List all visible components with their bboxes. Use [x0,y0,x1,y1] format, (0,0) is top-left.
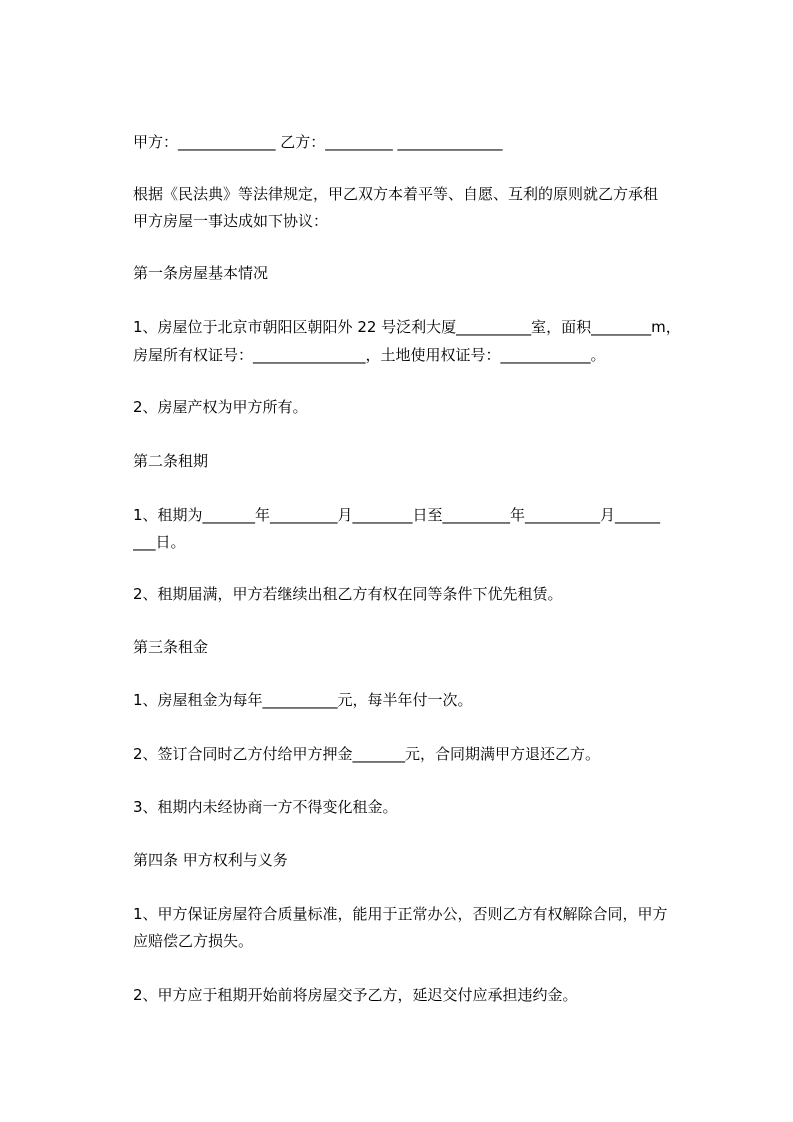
article-4-item-2: 2、甲方应于租期开始前将房屋交予乙方，延迟交付应承担违约金。 [133,986,578,1004]
article-2-item-1-line-2: ___日。 [133,533,186,551]
article-2-title: 第二条租期 [133,452,209,470]
article-3-title: 第三条租金 [133,638,209,656]
parties-line: 甲方：_____________ 乙方：_________ ______________ [133,133,503,151]
article-2-item-1-line-1: 1、租期为_______年_________月________日至_________年__________月______ [133,506,661,524]
intro-paragraph-line-2: 甲方房屋一事达成如下协议： [133,212,329,230]
article-1-item-1-line-1: 1、房屋位于北京市朝阳区朝阳外 22 号泛利大厦__________室，面积________m， [133,318,681,336]
article-3-item-1: 1、房屋租金为每年__________元，每半年付一次。 [133,691,473,709]
article-1-item-2: 2、房屋产权为甲方所有。 [133,398,308,416]
article-4-title: 第四条 甲方权利与义务 [133,851,288,869]
intro-paragraph-line-1: 根据《民法典》等法律规定，甲乙双方本着平等、自愿、互利的原则就乙方承租 [133,185,659,203]
article-3-item-3: 3、租期内未经协商一方不得变化租金。 [133,798,398,816]
article-1-title: 第一条房屋基本情况 [133,264,269,282]
article-4-item-1-line-2: 应赔偿乙方损失。 [133,932,254,950]
article-1-item-1-line-2: 房屋所有权证号：_______________，土地使用权证号：____________。 [133,346,606,364]
article-3-item-2: 2、签订合同时乙方付给甲方押金_______元，合同期满甲方退还乙方。 [133,745,601,763]
article-2-item-2: 2、租期届满，甲方若继续出租乙方有权在同等条件下优先租赁。 [133,585,563,603]
article-4-item-1-line-1: 1、甲方保证房屋符合质量标准，能用于正常办公，否则乙方有权解除合同，甲方 [133,905,668,923]
